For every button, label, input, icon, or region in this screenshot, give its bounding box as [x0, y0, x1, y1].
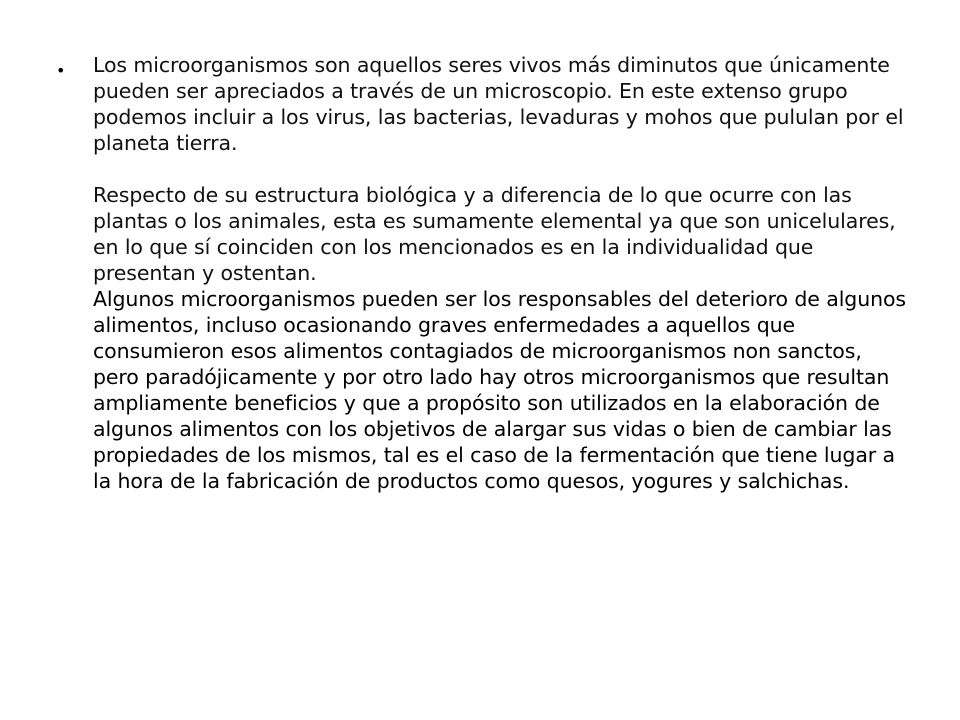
bullet-dot: • [56, 61, 66, 80]
paragraph-structure: Respecto de su estructura biológica y a diferencia de lo que ocurre con las plantas o los animales, esta es sumamente elemental ya que son unicelulares, en lo que sí coinciden con los mencionados es en la individualidad que presentan y ostentan. [93, 183, 896, 285]
bullet-text [93, 52, 906, 494]
paragraph-effects: Algunos microorganismos pueden ser los responsables del deterioro de algunos alimentos, incluso ocasionando graves enfermedades a aquellos que consumieron esos alimentos contagiados de microorganismos non sanctos, pero paradójicamente y por otro lado hay otros microorganismos que resultan ampliamente beneficios y que a propósito son utilizados en la elaboración de algunos alimentos con los objetivos de alargar sus vidas o bien de cambiar las propiedades de los mismos, tal es el caso de la fermentación que tiene lugar a la hora de la fabricación de productos como quesos, yogures y salchichas. [93, 287, 907, 493]
paragraph-intro: Los microorganismos son aquellos seres vivos más diminutos que únicamente pueden ser apreciados a través de un microscopio. En este extenso grupo podemos incluir a los virus, las bacterias, levaduras y mohos que pululan por el planeta tierra. [93, 53, 904, 155]
paragraph-gap [93, 156, 906, 182]
bullet-item [56, 52, 906, 494]
